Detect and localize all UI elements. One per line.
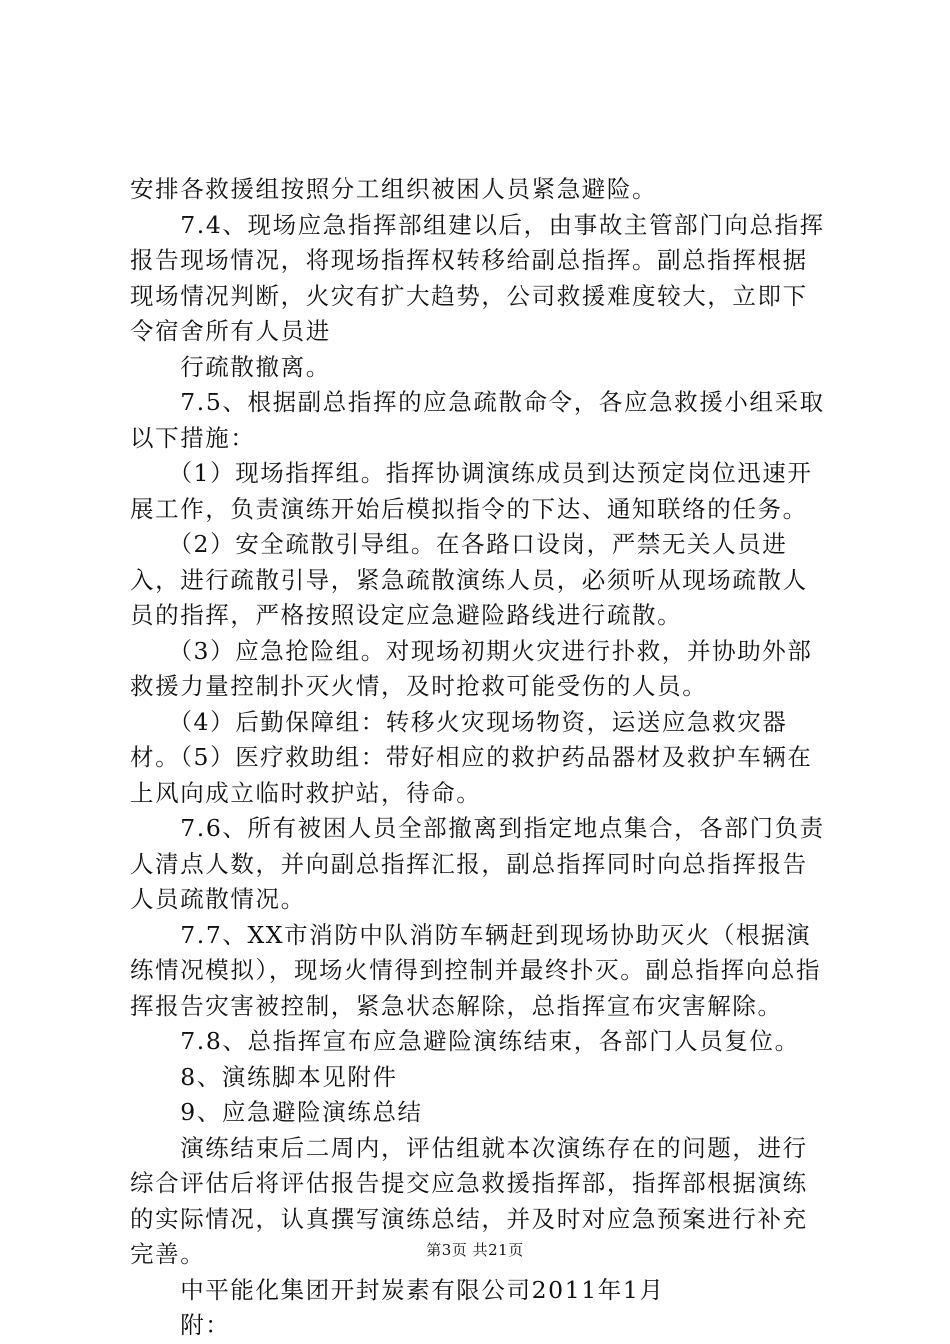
page-number-footer: 第3页 共21页 [426, 1241, 524, 1259]
paragraph-summary: 演练结束后二周内，评估组就本次演练存在的问题，进行综合评估后将评估报告提交应急救援指挥部，指挥部根据演练的实际情况，认真撰写演练总结，并及时对应急预案进行补充完善。 [130, 1133, 808, 1268]
document-body [130, 172, 830, 1344]
paragraph-7-6: 7.6、所有被困人员全部撤离到指定地点集合，各部门负责人清点人数，并向副总指挥汇报，副总指挥同时向总指挥报告人员疏散情况。 [130, 814, 825, 913]
paragraph-7-4-cont: 行疏散撤离。 [130, 352, 331, 381]
paragraph-7-5: 7.5、根据副总指挥的应急疏散命令，各应急救援小组采取以下措施： [130, 388, 825, 452]
paragraph-item-4-5: （4）后勤保障组：转移火灾现场物资，运送应急救灾器材。（5）医疗救助组：带好相应的救护药品器材及救护车辆在上风向成立临时救护站，待命。 [130, 707, 813, 807]
paragraph-9: 9、应急避险演练总结 [130, 1098, 423, 1126]
paragraph-item-2: （2）安全疏散引导组。在各路口设岗，严禁无关人员进入，进行疏散引导，紧急疏散演练人员，必须听从现场疏散人员的指挥，严格按照设定应急避险路线进行疏散。 [130, 530, 808, 629]
paragraph-7-4: 7.4、现场应急指挥部组建以后，由事故主管部门向总指挥报告现场情况，将现场指挥权转移给副总指挥。副总指挥根据现场情况判断，火灾有扩大趋势，公司救援难度较大，立即下令宿舍所有人员进 [130, 210, 825, 345]
paragraph-item-3: （3）应急抢险组。对现场初期火灾进行扑救，并协助外部救援力量控制扑灭火情，及时抢救可能受伤的人员。 [130, 636, 813, 700]
paragraph-attachment: 附： [130, 1311, 231, 1339]
paragraph-evacuate-intro: 安排各救援组按照分工组织被困人员紧急避险。 [130, 175, 658, 203]
paragraph-7-8: 7.8、总指挥宣布应急避险演练结束，各部门人员复位。 [130, 1027, 800, 1055]
paragraph-8: 8、演练脚本见附件 [130, 1062, 398, 1091]
paragraph-item-1: （1）现场指挥组。指挥协调演练成员到达预定岗位迅速开展工作，负责演练开始后模拟指令的下达、通知联络的任务。 [130, 459, 813, 523]
paragraph-signature: 中平能化集团开封炭素有限公司2011年1月 [130, 1275, 665, 1304]
paragraph-7-7: 7.7、XX市消防中队消防车辆赶到现场协助灭火（根据演练情况模拟），现场火情得到控制并最终扑灭。副总指挥向总指挥报告灾害被控制，紧急状态解除，总指挥宣布灾害解除。 [130, 920, 822, 1020]
